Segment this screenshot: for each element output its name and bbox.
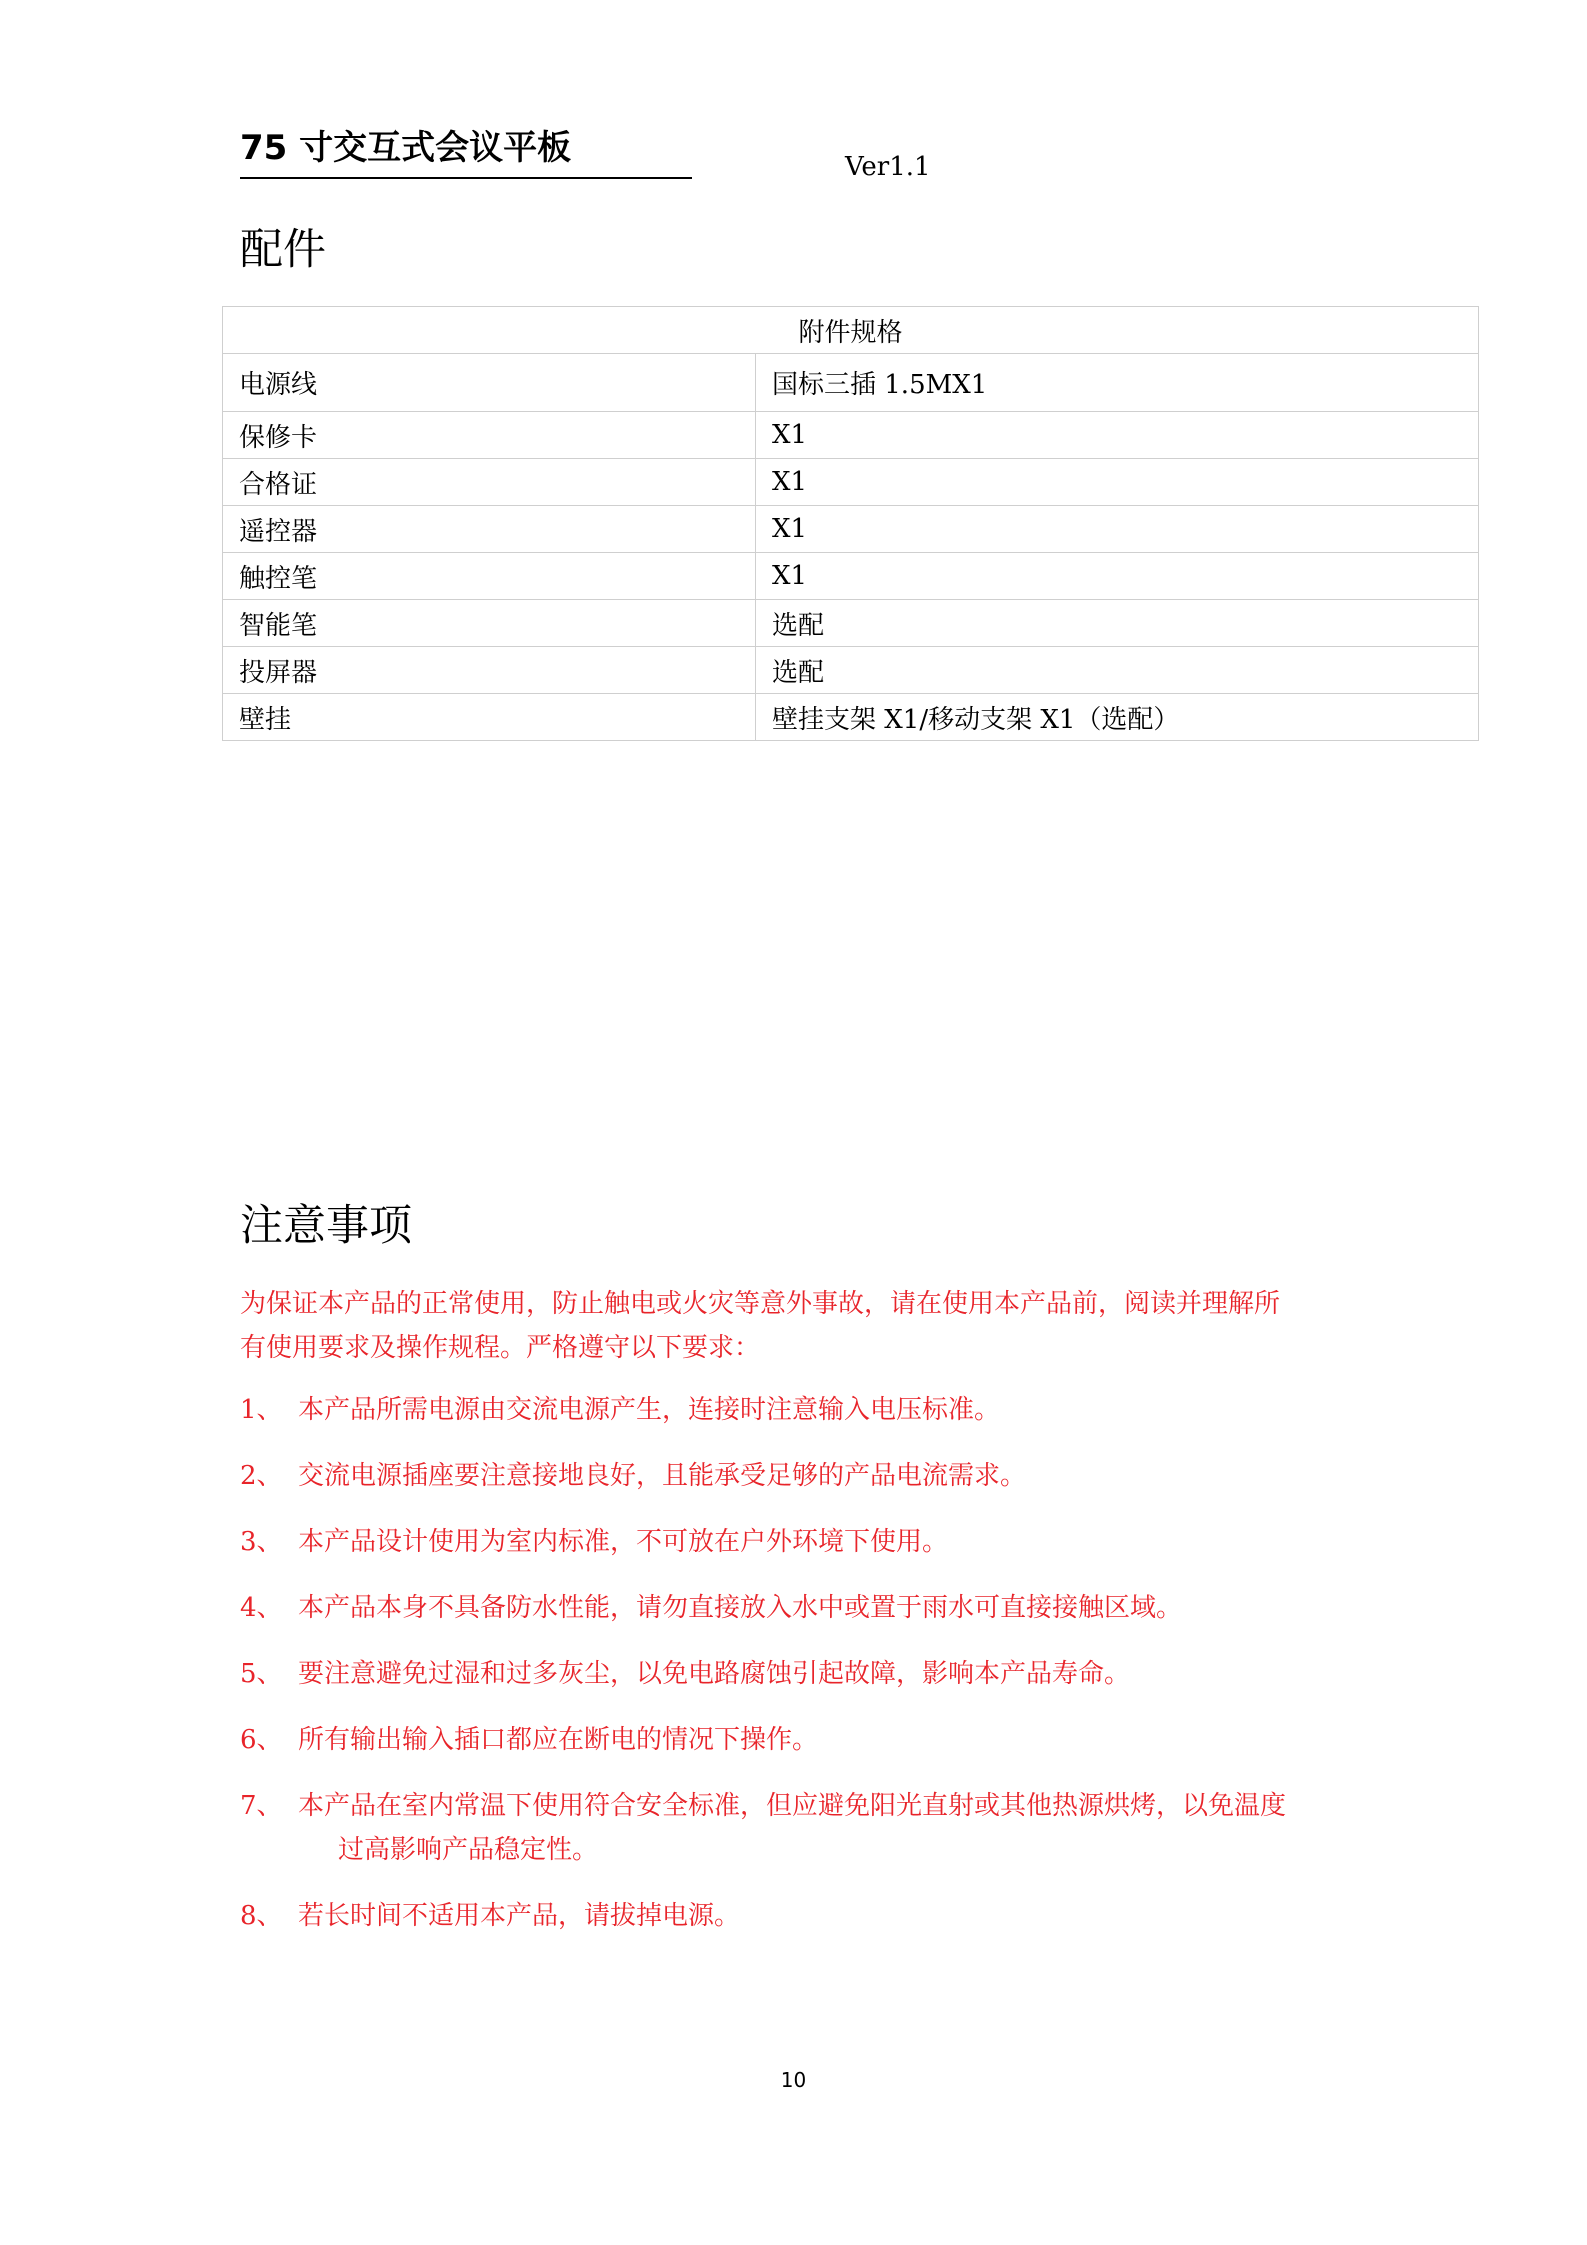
- list-item: [240, 1784, 1370, 1872]
- note-number: 6、: [240, 1725, 283, 1755]
- table-row: [223, 354, 1479, 412]
- list-item: [240, 1520, 1370, 1564]
- list-item: [240, 1718, 1370, 1762]
- accessory-name: 智能笔: [223, 600, 756, 647]
- note-number: 2、: [240, 1461, 283, 1491]
- notes-section: [240, 1282, 1370, 1960]
- table-row: [223, 600, 1479, 647]
- accessory-spec: X1: [756, 506, 1479, 553]
- document-title: 75 寸交互式会议平板: [240, 128, 572, 168]
- accessories-table: [222, 306, 1479, 741]
- accessory-spec: 选配: [756, 647, 1479, 694]
- notes-intro: [240, 1282, 1370, 1370]
- table-row: [223, 412, 1479, 459]
- note-text: 本产品本身不具备防水性能，请勿直接放入水中或置于雨水可直接接触区域。: [298, 1593, 1183, 1623]
- note-text: 所有输出输入插口都应在断电的情况下操作。: [298, 1725, 819, 1755]
- note-text: 本产品设计使用为室内标准，不可放在户外环境下使用。: [298, 1527, 949, 1557]
- note-text: 本产品在室内常温下使用符合安全标准，但应避免阳光直射或其他热源烘烤，以免温度: [298, 1791, 1287, 1821]
- notes-intro-line: 为保证本产品的正常使用，防止触电或火灾等意外事故，请在使用本产品前，阅读并理解所: [240, 1289, 1281, 1319]
- list-item: [240, 1652, 1370, 1696]
- note-number: 7、: [240, 1791, 283, 1821]
- accessory-name: 触控笔: [223, 553, 756, 600]
- table-caption: 附件规格: [223, 307, 1479, 354]
- note-text-wrapper: [298, 1784, 1370, 1872]
- note-number: 1、: [240, 1395, 283, 1425]
- accessories-heading: 配件: [240, 225, 326, 275]
- accessory-spec: 国标三插 1.5MX1: [756, 354, 1479, 412]
- table-row: [223, 506, 1479, 553]
- accessory-name: 壁挂: [223, 694, 756, 741]
- page-number: 10: [780, 2068, 807, 2092]
- version-label: Ver1.1: [845, 152, 931, 182]
- note-number: 4、: [240, 1593, 283, 1623]
- note-number: 8、: [240, 1901, 283, 1931]
- note-text: 若长时间不适用本产品，请拔掉电源。: [298, 1901, 741, 1931]
- note-text: 本产品所需电源由交流电源产生，连接时注意输入电压标准。: [298, 1395, 1001, 1425]
- accessory-spec: 壁挂支架 X1/移动支架 X1（选配）: [756, 694, 1479, 741]
- list-item: [240, 1454, 1370, 1498]
- table-row: [223, 459, 1479, 506]
- accessory-spec: 选配: [756, 600, 1479, 647]
- accessory-name: 合格证: [223, 459, 756, 506]
- list-item: [240, 1388, 1370, 1432]
- accessory-name: 投屏器: [223, 647, 756, 694]
- accessory-spec: X1: [756, 459, 1479, 506]
- table-row: [223, 553, 1479, 600]
- accessory-name: 保修卡: [223, 412, 756, 459]
- table-row: [223, 647, 1479, 694]
- notes-heading: 注意事项: [240, 1201, 412, 1251]
- title-underline: [240, 177, 692, 179]
- accessory-name: 遥控器: [223, 506, 756, 553]
- list-item: [240, 1586, 1370, 1630]
- accessory-name: 电源线: [223, 354, 756, 412]
- list-item: [240, 1894, 1370, 1938]
- note-number: 3、: [240, 1527, 283, 1557]
- note-number: 5、: [240, 1659, 283, 1689]
- note-text: 要注意避免过湿和过多灰尘，以免电路腐蚀引起故障，影响本产品寿命。: [298, 1659, 1131, 1689]
- accessory-spec: X1: [756, 553, 1479, 600]
- accessory-spec: X1: [756, 412, 1479, 459]
- note-text: 交流电源插座要注意接地良好，且能承受足够的产品电流需求。: [298, 1461, 1027, 1491]
- table-row: [223, 694, 1479, 741]
- notes-intro-line: 有使用要求及操作规程。严格遵守以下要求：: [240, 1333, 761, 1363]
- note-text-continuation: 过高影响产品稳定性。: [338, 1835, 599, 1865]
